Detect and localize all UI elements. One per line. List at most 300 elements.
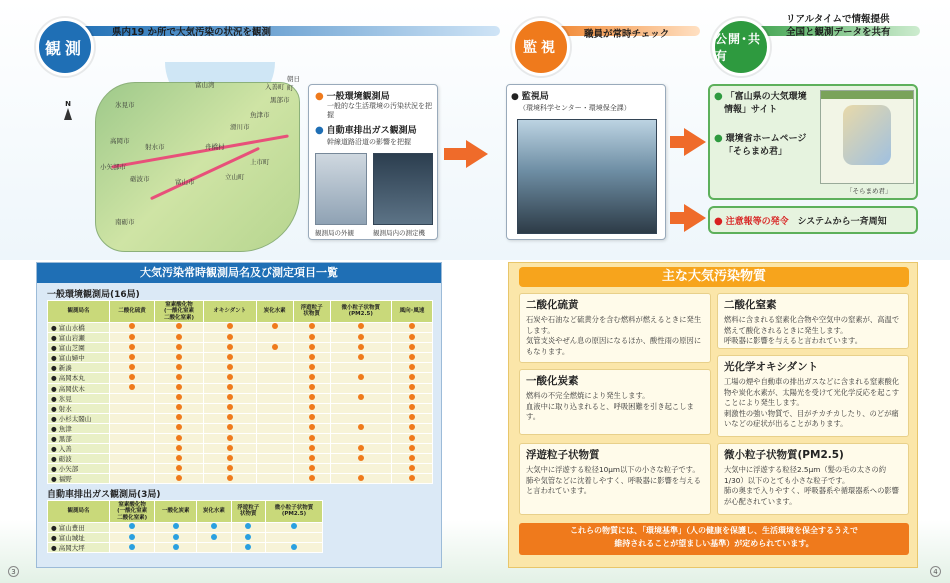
measured-dot-icon <box>176 394 182 400</box>
map-label: 舟橋村 <box>205 143 225 151</box>
measurement-cell <box>265 522 322 532</box>
measured-dot-icon <box>409 394 415 400</box>
measurement-cell <box>293 363 330 373</box>
measurement-cell <box>330 353 391 363</box>
road-station-title: 自動車排出ガス観測局 <box>326 126 417 136</box>
measured-dot-icon <box>176 384 182 390</box>
publish-item2-line1: 環境省ホームページ <box>725 134 807 144</box>
measured-dot-icon <box>309 323 315 329</box>
measurement-cell <box>293 474 330 484</box>
measurement-cell <box>256 403 293 413</box>
measurement-cell <box>110 363 155 373</box>
measurement-cell <box>391 343 432 353</box>
measurement-cell <box>330 413 391 423</box>
table-column-header: 観測局名 <box>48 501 110 523</box>
station-name: ● 高岡大坪 <box>48 543 110 553</box>
measurement-cell <box>330 464 391 474</box>
measurement-cell <box>256 322 293 332</box>
table-row <box>48 393 433 403</box>
substance-text: 大気中に浮遊する粒径2.5μm（髪の毛の太さの約1/30）以下のとても小さな粒子です。 肺の奥まで入りやすく、呼吸器系や循環器系への影響が心配されています。 <box>724 465 899 506</box>
green-dot-icon: ● <box>714 91 723 102</box>
measurement-cell <box>293 433 330 443</box>
measurement-cell <box>330 403 391 413</box>
measurement-cell <box>110 343 155 353</box>
table-row <box>48 423 433 433</box>
measurement-cell <box>330 454 391 464</box>
measured-dot-icon <box>358 344 364 350</box>
bullet-icon: ● <box>511 92 519 102</box>
measured-dot-icon <box>245 534 251 540</box>
measured-dot-icon <box>129 374 135 380</box>
station-name: ● 高岡本丸 <box>48 373 110 383</box>
table-column-header: 二酸化硫黄 <box>110 301 155 323</box>
substance-card <box>519 369 711 435</box>
measured-dot-icon <box>245 544 251 550</box>
measurement-cell <box>203 363 256 373</box>
measured-dot-icon <box>211 534 217 540</box>
measurement-cell <box>391 433 432 443</box>
substance-card <box>717 355 909 437</box>
station-table-panel <box>36 262 442 568</box>
measured-dot-icon <box>129 323 135 329</box>
measured-dot-icon <box>291 544 297 550</box>
measured-dot-icon <box>358 334 364 340</box>
measurement-cell <box>330 363 391 373</box>
publish-panel <box>708 84 918 200</box>
measured-dot-icon <box>176 465 182 471</box>
measured-dot-icon <box>309 455 315 461</box>
station-name: ● 高岡伏木 <box>48 383 110 393</box>
measurement-cell <box>155 423 204 433</box>
measurement-cell <box>293 444 330 454</box>
substance-name: 光化学オキシダント <box>724 361 819 373</box>
table-row <box>48 444 433 454</box>
map-label: 魚津市 <box>250 111 270 119</box>
publish-item-soramame <box>714 132 814 159</box>
measured-dot-icon <box>176 404 182 410</box>
observe-badge: 観測 <box>36 18 94 76</box>
measured-dot-icon <box>227 424 233 430</box>
substance-text: 工場の煙や自動車の排出ガスなどに含まれる窒素酸化物や炭化水素が、太陽光を受けて光化学反応を起こすことにより発生します。 刺激性の強い物質で、目がチカチカしたり、のどが痛いなどの症状が出ることがあります。 <box>724 377 900 429</box>
measurement-cell <box>293 353 330 363</box>
measurement-cell <box>293 383 330 393</box>
measured-dot-icon <box>176 344 182 350</box>
station-name: ● 富山芝園 <box>48 343 110 353</box>
measurement-cell <box>110 322 155 332</box>
measured-dot-icon <box>227 384 233 390</box>
measurement-cell <box>391 413 432 423</box>
measurement-cell <box>203 373 256 383</box>
substance-text: 石炭や石油など硫黄分を含む燃料が燃えるときに発生します。 気管支炎やぜん息の原因になるほか、酸性雨の原因にもなります。 <box>526 315 702 356</box>
table-column-header: 炭化水素 <box>197 501 231 523</box>
measurement-cell <box>265 533 322 543</box>
measurement-cell <box>256 363 293 373</box>
measured-dot-icon <box>129 364 135 370</box>
measurement-cell <box>110 383 155 393</box>
publish-header-line2: 全国と観測データを共有 <box>786 26 891 38</box>
measurement-cell <box>391 383 432 393</box>
measurement-cell <box>391 444 432 454</box>
station-name: ● 砺波 <box>48 454 110 464</box>
map-label: 黒部市 <box>270 96 290 104</box>
measurement-cell <box>330 333 391 343</box>
measurement-cell <box>155 403 204 413</box>
measured-dot-icon <box>309 475 315 481</box>
measured-dot-icon <box>309 364 315 370</box>
substance-card <box>519 293 711 363</box>
red-dot-icon: ● <box>714 216 723 227</box>
road-station-table <box>47 500 323 553</box>
measurement-cell <box>155 373 204 383</box>
station-name: ● 氷見 <box>48 393 110 403</box>
measurement-cell <box>256 454 293 464</box>
measurement-cell <box>110 423 155 433</box>
measured-dot-icon <box>309 465 315 471</box>
measurement-cell <box>110 464 155 474</box>
measured-dot-icon <box>129 384 135 390</box>
measured-dot-icon <box>227 374 233 380</box>
measured-dot-icon <box>227 323 233 329</box>
measurement-cell <box>256 433 293 443</box>
measurement-cell <box>293 393 330 403</box>
measurement-cell <box>203 322 256 332</box>
measurement-cell <box>197 543 231 553</box>
table-column-header: 風向･風速 <box>391 301 432 323</box>
measured-dot-icon <box>227 475 233 481</box>
measured-dot-icon <box>309 414 315 420</box>
station-legend <box>308 84 438 240</box>
measurement-cell <box>155 322 204 332</box>
footer-line2: 維持されることが望ましい基準）が定められています。 <box>614 538 814 548</box>
measured-dot-icon <box>129 544 135 550</box>
measurement-cell <box>110 454 155 464</box>
green-dot-icon: ● <box>714 133 723 144</box>
table-row <box>48 464 433 474</box>
measurement-cell <box>203 474 256 484</box>
measured-dot-icon <box>358 354 364 360</box>
measurement-cell <box>231 543 265 553</box>
monitor-station-title: 監視局 <box>521 92 549 102</box>
road-station-legend <box>315 123 417 136</box>
measurement-cell <box>256 383 293 393</box>
measurement-cell <box>155 413 204 423</box>
measured-dot-icon <box>358 475 364 481</box>
table-header-row <box>48 301 433 323</box>
measurement-cell <box>256 393 293 403</box>
measurement-cell <box>110 433 155 443</box>
measurement-cell <box>110 522 155 532</box>
measured-dot-icon <box>176 475 182 481</box>
table-row <box>48 474 433 484</box>
measurement-cell <box>203 423 256 433</box>
measurement-cell <box>265 543 322 553</box>
measurement-cell <box>330 322 391 332</box>
station-name: ● 小杉太閤山 <box>48 413 110 423</box>
monitor-station-sub: （環境科学センター・環境保全課） <box>519 104 631 112</box>
measured-dot-icon <box>358 455 364 461</box>
alert-text: システムから一斉周知 <box>797 217 887 227</box>
measured-dot-icon <box>173 523 179 529</box>
measurement-cell <box>330 444 391 454</box>
measurement-cell <box>197 522 231 532</box>
measurement-cell <box>203 383 256 393</box>
substance-text: 燃料に含まれる窒素化合物や空気中の窒素が、高温で燃えて酸化されるときに発生します。 呼吸器に影響を与えると言われています。 <box>724 315 900 346</box>
table-row <box>48 322 433 332</box>
table-column-header: 炭化水素 <box>256 301 293 323</box>
table-row <box>48 353 433 363</box>
arrow-right-icon <box>444 140 488 168</box>
substance-card <box>519 443 711 515</box>
measurement-cell <box>256 333 293 343</box>
substance-name: 一酸化炭素 <box>526 375 579 387</box>
measurement-cell <box>256 423 293 433</box>
measurement-cell <box>330 373 391 383</box>
measured-dot-icon <box>358 394 364 400</box>
measured-dot-icon <box>272 344 278 350</box>
measured-dot-icon <box>245 523 251 529</box>
map-label: 富山湾 <box>195 81 215 89</box>
measured-dot-icon <box>409 455 415 461</box>
measured-dot-icon <box>409 414 415 420</box>
measured-dot-icon <box>309 354 315 360</box>
measured-dot-icon <box>358 374 364 380</box>
measured-dot-icon <box>309 404 315 410</box>
table-row <box>48 533 323 543</box>
table-row <box>48 363 433 373</box>
map-label: 小矢部市 <box>100 163 126 171</box>
arrow-right-icon <box>670 204 706 232</box>
measurement-cell <box>110 444 155 454</box>
measured-dot-icon <box>409 334 415 340</box>
measurement-cell <box>391 464 432 474</box>
table-row <box>48 433 433 443</box>
road-table-heading: 自動車排出ガス観測局(3局) <box>47 490 161 500</box>
measurement-cell <box>256 474 293 484</box>
measurement-cell <box>256 343 293 353</box>
environmental-standard-note <box>519 523 909 555</box>
publish-item1-line2: 情報」サイト <box>724 105 778 115</box>
measurement-cell <box>155 454 204 464</box>
measured-dot-icon <box>227 364 233 370</box>
measured-dot-icon <box>309 344 315 350</box>
photo-caption: 観測局内の測定機 <box>373 229 425 237</box>
measurement-cell <box>155 363 204 373</box>
map-label: 南砺市 <box>115 218 135 226</box>
measurement-cell <box>203 343 256 353</box>
measured-dot-icon <box>211 523 217 529</box>
measured-dot-icon <box>309 394 315 400</box>
station-name: ● 富山岩瀬 <box>48 333 110 343</box>
map-label: 上市町 <box>250 158 270 166</box>
measured-dot-icon <box>409 374 415 380</box>
table-row <box>48 383 433 393</box>
measurement-cell <box>293 423 330 433</box>
map-label: 入善町 <box>265 83 285 91</box>
map-label: 氷見市 <box>115 101 135 109</box>
footer-line1: これらの物質には、「環境基準」（人の健康を保護し、生活環境を保全するうえで <box>570 526 858 535</box>
table-column-header: 浮遊粒子 状物質 <box>231 501 265 523</box>
measurement-cell <box>391 474 432 484</box>
measured-dot-icon <box>409 364 415 370</box>
substances-title: 主な大気汚染物質 <box>519 267 909 287</box>
substance-text: 大気中に浮遊する粒径10μm以下の小さな粒子です。 肺や気管などに沈着しやすく、呼吸器に影響を与えると言われています。 <box>526 465 701 496</box>
measured-dot-icon <box>176 364 182 370</box>
substance-name: 微小粒子状物質(PM2.5) <box>724 449 844 461</box>
table-row <box>48 543 323 553</box>
measured-dot-icon <box>176 374 182 380</box>
photo-caption: 観測局の外観 <box>315 229 354 237</box>
measured-dot-icon <box>309 384 315 390</box>
measurement-cell <box>110 393 155 403</box>
measured-dot-icon <box>129 534 135 540</box>
table-row <box>48 343 433 353</box>
substance-name: 浮遊粒子状物質 <box>526 449 600 461</box>
measured-dot-icon <box>176 323 182 329</box>
station-name: ● 魚津 <box>48 423 110 433</box>
measured-dot-icon <box>409 384 415 390</box>
measurement-cell <box>155 343 204 353</box>
measured-dot-icon <box>176 435 182 441</box>
page-number-right: 4 <box>930 566 941 577</box>
substance-name: 二酸化窒素 <box>724 299 777 311</box>
measurement-cell <box>293 464 330 474</box>
monitor-station-box <box>506 84 666 240</box>
map-label: 射水市 <box>145 143 165 151</box>
measured-dot-icon <box>176 445 182 451</box>
measurement-cell <box>256 353 293 363</box>
measured-dot-icon <box>309 445 315 451</box>
measured-dot-icon <box>129 334 135 340</box>
monitor-station-label <box>511 89 549 102</box>
map-label: 富山市 <box>175 178 195 186</box>
alert-panel <box>708 206 918 234</box>
measurement-cell <box>203 353 256 363</box>
monitor-header: 職員が常時チェック <box>584 29 670 40</box>
measurement-cell <box>203 403 256 413</box>
measured-dot-icon <box>227 414 233 420</box>
measurement-cell <box>155 333 204 343</box>
measured-dot-icon <box>129 354 135 360</box>
station-name: ● 富山豊田 <box>48 522 110 532</box>
measurement-cell <box>203 433 256 443</box>
general-station-desc: 一般的な生活環境の汚染状況を把握 <box>327 102 432 120</box>
measurement-cell <box>391 403 432 413</box>
publish-item2-line2: 「そらまめ君」 <box>724 147 788 157</box>
measured-dot-icon <box>409 354 415 360</box>
measured-dot-icon <box>409 424 415 430</box>
measured-dot-icon <box>291 523 297 529</box>
measurement-cell <box>293 403 330 413</box>
table-column-header: 窒素酸化物 (一酸化窒素 二酸化窒素) <box>155 301 204 323</box>
table-column-header: 観測局名 <box>48 301 110 323</box>
road-station-desc: 幹線道路沿道の影響を把握 <box>327 138 411 146</box>
general-station-legend <box>315 89 390 102</box>
measured-dot-icon <box>176 455 182 461</box>
measurement-cell <box>256 373 293 383</box>
measured-dot-icon <box>358 424 364 430</box>
measurement-cell <box>155 444 204 454</box>
map-label: 高岡市 <box>110 137 130 145</box>
measured-dot-icon <box>176 334 182 340</box>
measurement-cell <box>293 333 330 343</box>
measurement-cell <box>155 533 197 543</box>
measured-dot-icon <box>227 435 233 441</box>
measured-dot-icon <box>409 475 415 481</box>
measured-dot-icon <box>176 414 182 420</box>
map-label: 砺波市 <box>130 175 150 183</box>
table-row <box>48 403 433 413</box>
measurement-cell <box>330 393 391 403</box>
soramame-caption: 「そらまめ君」 <box>846 187 892 195</box>
general-station-table <box>47 300 433 484</box>
table-column-header: 浮遊粒子 状物質 <box>293 301 330 323</box>
table-row <box>48 454 433 464</box>
station-name: ● 新湊 <box>48 363 110 373</box>
measurement-cell <box>391 454 432 464</box>
station-exterior-photo <box>315 153 367 225</box>
measured-dot-icon <box>176 424 182 430</box>
substance-card <box>717 293 909 349</box>
publish-badge: 公開･共有 <box>712 18 770 76</box>
measurement-cell <box>155 543 197 553</box>
measurement-cell <box>330 433 391 443</box>
measured-dot-icon <box>227 344 233 350</box>
measurement-cell <box>155 474 204 484</box>
blue-dot-icon: ● <box>315 125 324 136</box>
measurement-cell <box>110 403 155 413</box>
monitoring-room-photo <box>517 119 657 234</box>
publish-item1-line1: 「富山県の大気環境 <box>725 92 807 102</box>
station-name: ● 富山水橋 <box>48 322 110 332</box>
measurement-cell <box>203 393 256 403</box>
alert-line <box>714 214 887 227</box>
observe-header: 県内19 か所で大気汚染の状況を観測 <box>112 27 272 38</box>
publish-item-site <box>714 90 814 117</box>
measured-dot-icon <box>409 435 415 441</box>
measurement-cell <box>293 373 330 383</box>
arrow-right-icon <box>670 128 706 156</box>
measurement-cell <box>330 343 391 353</box>
measured-dot-icon <box>129 523 135 529</box>
map-label: 朝日町 <box>287 75 300 92</box>
measured-dot-icon <box>227 394 233 400</box>
substance-name: 二酸化硫黄 <box>526 299 579 311</box>
map-label: 滑川市 <box>230 123 250 131</box>
table-header-row <box>48 501 323 523</box>
measured-dot-icon <box>409 445 415 451</box>
table-row <box>48 373 433 383</box>
measurement-cell <box>293 413 330 423</box>
station-table-title: 大気汚染常時観測局名及び測定項目一覧 <box>37 263 441 283</box>
measurement-cell <box>330 474 391 484</box>
soramame-screenshot <box>820 90 914 184</box>
measurement-cell <box>293 343 330 353</box>
measurement-cell <box>110 373 155 383</box>
general-table-heading: 一般環境観測局(16局) <box>47 290 140 300</box>
station-name: ● 福野 <box>48 474 110 484</box>
measurement-cell <box>231 533 265 543</box>
measurement-cell <box>391 363 432 373</box>
table-row <box>48 413 433 423</box>
measured-dot-icon <box>309 374 315 380</box>
measurement-cell <box>110 533 155 543</box>
measured-dot-icon <box>409 323 415 329</box>
toyama-map <box>55 62 305 257</box>
measurement-cell <box>197 533 231 543</box>
table-column-header: 一酸化炭素 <box>155 501 197 523</box>
substance-card <box>717 443 909 515</box>
measurement-cell <box>155 464 204 474</box>
